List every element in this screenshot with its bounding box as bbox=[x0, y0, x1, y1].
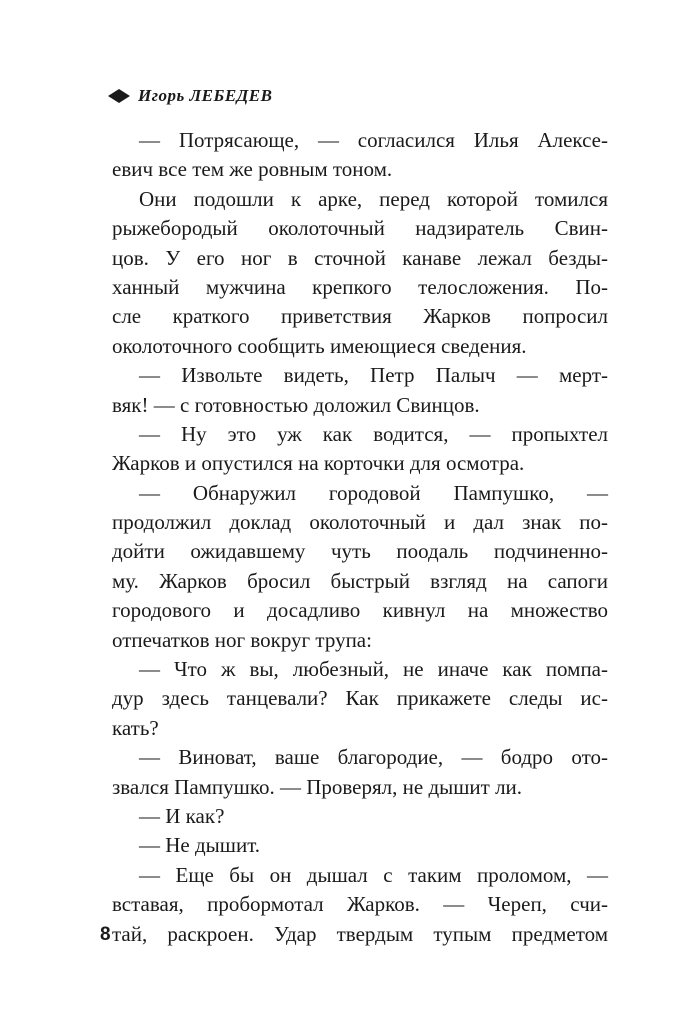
text-line: городового и досадливо кивнул на множество bbox=[112, 598, 608, 623]
text-line: — Что ж вы, любезный, не иначе как помпа- bbox=[139, 657, 608, 682]
text-line: дур здесь танцевали? Как прикажете следы ис- bbox=[112, 686, 608, 711]
text-line: — Потрясающе, — согласился Илья Алексе- bbox=[139, 128, 608, 152]
text-line: — Извольте видеть, Петр Палыч — мерт- bbox=[139, 363, 608, 388]
text-line: тай, раскроен. Удар твердым тупым предметом bbox=[112, 921, 608, 946]
author-name: Игорь ЛЕБЕДЕВ bbox=[138, 86, 273, 105]
text-line: вяк! — с готовностью доложил Свинцов. bbox=[112, 392, 480, 417]
text-line: рыжебородый околоточный надзиратель Свин- bbox=[112, 216, 608, 241]
text-line: звался Пампушко. — Проверял, не дышит ли. bbox=[112, 774, 523, 799]
text-line: кать? bbox=[112, 715, 159, 740]
body-text bbox=[112, 126, 608, 949]
text-line: цов. У его ног в сточной канаве лежал безды- bbox=[112, 245, 608, 270]
running-header bbox=[108, 80, 272, 112]
text-line: продолжил доклад околоточный и дал знак по- bbox=[112, 510, 608, 535]
text-line: — Еще бы он дышал с таким проломом, — bbox=[139, 862, 608, 887]
text-line: — Не дышит. bbox=[139, 833, 261, 858]
text-line: отпечатков ног вокруг трупа: bbox=[112, 627, 372, 652]
text-line: вставая, пробормотал Жарков. — Череп, счи- bbox=[112, 892, 608, 917]
text-line: — Виноват, ваше благородие, — бодро ото- bbox=[139, 745, 608, 770]
text-line: — И как? bbox=[139, 803, 225, 828]
text-line: му. Жарков бросил быстрый взгляд на сапоги bbox=[112, 568, 608, 593]
text-line: дойти ожидавшему чуть поодаль подчиненно- bbox=[112, 539, 608, 564]
text-line: Жарков и опустился на корточки для осмотра. bbox=[112, 451, 525, 476]
diamond-arrow-icon bbox=[108, 89, 130, 103]
text-line: околоточного сообщить имеющиеся сведения. bbox=[112, 333, 527, 358]
text-line: сле краткого приветствия Жарков попросил bbox=[112, 304, 608, 329]
page-number: 8 bbox=[100, 924, 111, 945]
text-line: евич все тем же ровным тоном. bbox=[112, 157, 393, 182]
text-line: Они подошли к арке, перед которой томился bbox=[139, 186, 608, 211]
text-line: — Ну это уж как водится, — пропыхтел bbox=[139, 421, 608, 446]
text-line: — Обнаружил городовой Пампушко, — bbox=[139, 480, 608, 505]
text-line: ханный мужчина крепкого телосложения. По- bbox=[112, 274, 608, 299]
